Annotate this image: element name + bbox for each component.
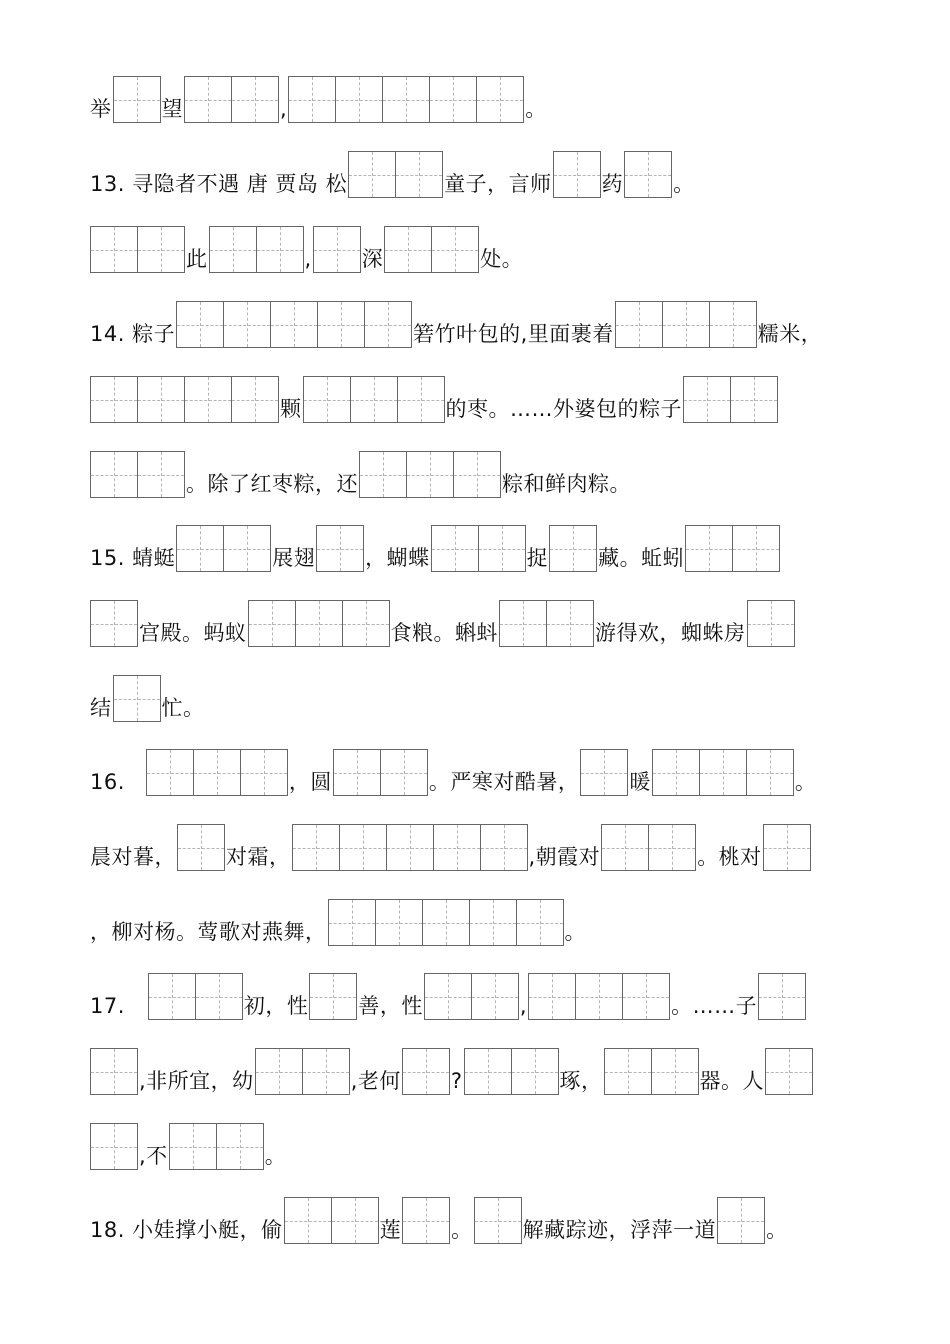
item-15-line-2 (90, 597, 880, 647)
answer-box[interactable] (90, 1048, 138, 1095)
answer-box[interactable] (717, 1197, 765, 1244)
answer-box[interactable] (333, 749, 381, 796)
text: 。严寒对酷暑， (428, 770, 580, 794)
answer-box[interactable] (433, 824, 481, 871)
text: ，蝴蝶 (365, 546, 430, 570)
answer-box[interactable] (240, 749, 288, 796)
item-14-line-2 (90, 373, 880, 423)
answer-box[interactable] (652, 749, 700, 796)
answer-box[interactable] (480, 824, 528, 871)
blank-group (90, 376, 279, 423)
answer-box[interactable] (209, 226, 257, 273)
text: 展翅 (272, 546, 316, 570)
answer-box[interactable] (380, 749, 428, 796)
blank-group (113, 675, 161, 722)
blank-group (601, 824, 696, 871)
blank-group (765, 1048, 813, 1095)
answer-box[interactable] (231, 376, 279, 423)
text: 15. 蜻蜓 (90, 546, 176, 570)
answer-box[interactable] (648, 824, 696, 871)
answer-box[interactable] (580, 749, 628, 796)
answer-box[interactable] (402, 1197, 450, 1244)
answer-box[interactable] (350, 376, 398, 423)
answer-box[interactable] (364, 301, 412, 348)
text: 琢， (559, 1069, 603, 1093)
answer-box[interactable] (223, 525, 271, 572)
text: 糯米， (757, 322, 823, 346)
answer-box[interactable] (292, 824, 340, 871)
text: 13. 寻隐者不遇 唐 贾岛 松 (90, 172, 348, 196)
answer-box[interactable] (499, 600, 547, 647)
text: 宫殿。蚂蚁 (139, 621, 247, 645)
text: 对霜， (226, 845, 291, 869)
text: 16. (90, 770, 125, 794)
text: 颗 (280, 397, 302, 421)
answer-box[interactable] (184, 76, 232, 123)
blank-group (499, 600, 594, 647)
answer-box[interactable] (90, 600, 138, 647)
answer-box[interactable] (317, 301, 365, 348)
answer-box[interactable] (549, 525, 597, 572)
answer-box[interactable] (604, 1048, 652, 1095)
answer-box[interactable] (730, 376, 778, 423)
blank-group (474, 1197, 522, 1244)
text: , (304, 247, 312, 271)
blank-group (717, 1197, 765, 1244)
answer-box[interactable] (402, 1048, 450, 1095)
text: 14. 粽子 (90, 322, 176, 346)
blank-group (604, 1048, 699, 1095)
answer-box[interactable] (622, 973, 670, 1020)
blank-group (580, 749, 628, 796)
answer-box[interactable] (424, 973, 472, 1020)
blank-group (169, 1123, 264, 1170)
answer-box[interactable] (546, 600, 594, 647)
answer-box[interactable] (193, 749, 241, 796)
blank-group (431, 525, 526, 572)
blank-group (615, 301, 757, 348)
blank-group (176, 525, 271, 572)
text: 。 (673, 172, 695, 196)
item-14-line-3 (90, 448, 880, 498)
answer-box[interactable] (328, 899, 376, 946)
answer-box[interactable] (397, 376, 445, 423)
answer-box[interactable] (348, 151, 396, 198)
text: 莲 (379, 1218, 402, 1242)
answer-box[interactable] (339, 824, 387, 871)
answer-box[interactable] (295, 600, 343, 647)
answer-box[interactable] (169, 1123, 217, 1170)
text: ,非所宜，幼 (139, 1069, 254, 1093)
blank-group (624, 151, 672, 198)
answer-box[interactable] (384, 226, 432, 273)
item-17-line-1 (90, 970, 880, 1020)
answer-box[interactable] (331, 1197, 379, 1244)
text: 药 (601, 172, 624, 196)
text: 解藏踪迹，浮萍一道 (522, 1218, 717, 1242)
text: , (280, 97, 288, 121)
text: 。 (766, 1218, 788, 1242)
answer-box[interactable] (469, 899, 517, 946)
item-15-line-3 (90, 672, 880, 722)
answer-box[interactable] (478, 525, 526, 572)
text: 游得欢，蜘蛛房 (595, 621, 746, 645)
answer-box[interactable] (516, 899, 564, 946)
answer-box[interactable] (406, 451, 454, 498)
item-18-line-1 (90, 1194, 880, 1244)
answer-box[interactable] (195, 973, 243, 1020)
blank-group (384, 226, 479, 273)
text: ，柳对杨。莺歌对燕舞， (90, 920, 327, 944)
answer-box[interactable] (615, 301, 663, 348)
blank-group (148, 973, 243, 1020)
answer-box[interactable] (302, 1048, 350, 1095)
text: 忙。 (161, 696, 205, 720)
answer-box[interactable] (763, 824, 811, 871)
text: 善，性 (358, 994, 423, 1018)
text: ? (450, 1069, 463, 1093)
blank-group (292, 824, 528, 871)
blank-group (758, 973, 806, 1020)
answer-box[interactable] (184, 376, 232, 423)
text: 望 (161, 97, 183, 121)
text: 17. (90, 994, 125, 1018)
answer-box[interactable] (216, 1123, 264, 1170)
answer-box[interactable] (90, 451, 138, 498)
answer-box[interactable] (685, 525, 733, 572)
text: 深 (361, 247, 384, 271)
answer-box[interactable] (113, 675, 161, 722)
blank-group (652, 749, 794, 796)
blank-group (248, 600, 390, 647)
answer-box[interactable] (747, 600, 795, 647)
text: 。除了红枣粽，还 (186, 472, 358, 496)
answer-box[interactable] (316, 525, 364, 572)
answer-box[interactable] (335, 76, 383, 123)
answer-box[interactable] (375, 899, 423, 946)
blank-group (177, 824, 225, 871)
text: ,老何 (350, 1069, 401, 1093)
blank-group (176, 301, 412, 348)
answer-box[interactable] (256, 226, 304, 273)
text: 18. 小娃撑小艇，偷 (90, 1218, 283, 1242)
blank-group (90, 226, 185, 273)
answer-box[interactable] (476, 76, 524, 123)
answer-box[interactable] (148, 973, 196, 1020)
answer-box[interactable] (431, 226, 479, 273)
answer-box[interactable] (453, 451, 501, 498)
answer-box[interactable] (90, 376, 138, 423)
answer-box[interactable] (386, 824, 434, 871)
answer-box[interactable] (758, 973, 806, 1020)
blank-group (763, 824, 811, 871)
text: 。桃对 (697, 845, 762, 869)
text: 举 (90, 97, 112, 121)
item-17-line-3 (90, 1120, 880, 1170)
answer-box[interactable] (528, 973, 576, 1020)
blank-group (424, 973, 519, 1020)
answer-box[interactable] (651, 1048, 699, 1095)
blank-group (549, 525, 597, 572)
answer-box[interactable] (709, 301, 757, 348)
text: 童子，言师 (444, 172, 552, 196)
answer-box[interactable] (464, 1048, 512, 1095)
blank-group (348, 151, 443, 198)
answer-box[interactable] (137, 451, 185, 498)
answer-box[interactable] (90, 1123, 138, 1170)
answer-box[interactable] (359, 451, 407, 498)
item-13-line-1 (90, 148, 880, 198)
text: , (519, 994, 528, 1018)
blank-group (402, 1197, 450, 1244)
item-16-line-1 (90, 746, 880, 796)
answer-box[interactable] (511, 1048, 559, 1095)
text: 。 (564, 920, 586, 944)
text: 粽和鲜肉粽。 (502, 472, 631, 496)
text: ,朝霞对 (528, 845, 601, 869)
answer-box[interactable] (429, 76, 477, 123)
blank-group (464, 1048, 559, 1095)
blank-group (303, 376, 445, 423)
text: 晨对暮， (90, 845, 176, 869)
answer-box[interactable] (177, 824, 225, 871)
blank-group (359, 451, 501, 498)
text: 此 (186, 247, 208, 271)
blank-group (90, 451, 185, 498)
text: 初，性 (243, 994, 309, 1018)
answer-box[interactable] (422, 899, 470, 946)
answer-box[interactable] (231, 76, 279, 123)
answer-box[interactable] (624, 151, 672, 198)
answer-box[interactable] (303, 376, 351, 423)
answer-box[interactable] (431, 525, 479, 572)
blank-group (90, 1123, 138, 1170)
answer-box[interactable] (601, 824, 649, 871)
item-13-line-2 (90, 223, 880, 273)
blank-group (309, 973, 357, 1020)
answer-box[interactable] (270, 301, 318, 348)
answer-box[interactable] (395, 151, 443, 198)
text: 。 (794, 770, 817, 794)
text: 暖 (629, 770, 651, 794)
blank-group (553, 151, 601, 198)
blank-group (747, 600, 795, 647)
blank-group (288, 76, 524, 123)
item-14-line-1 (90, 298, 880, 348)
text: 。……子 (671, 994, 758, 1018)
text: 器。人 (699, 1069, 765, 1093)
blank-group (685, 525, 780, 572)
blank-group (90, 1048, 138, 1095)
text: 的枣。……外婆包的粽子 (445, 397, 682, 421)
answer-box[interactable] (137, 376, 185, 423)
answer-box[interactable] (176, 301, 224, 348)
answer-box[interactable] (765, 1048, 813, 1095)
answer-box[interactable] (309, 973, 357, 1020)
answer-box[interactable] (732, 525, 780, 572)
item-17-line-2 (90, 1045, 880, 1095)
answer-box[interactable] (284, 1197, 332, 1244)
blank-group (683, 376, 778, 423)
blank-group (113, 76, 161, 123)
answer-box[interactable] (255, 1048, 303, 1095)
item-16-line-3 (90, 896, 880, 946)
answer-box[interactable] (223, 301, 271, 348)
answer-box[interactable] (699, 749, 747, 796)
blank-group (284, 1197, 379, 1244)
text: 结 (90, 696, 112, 720)
answer-box[interactable] (90, 226, 138, 273)
text: 处。 (480, 247, 524, 271)
blank-group (255, 1048, 350, 1095)
answer-box[interactable] (382, 76, 430, 123)
text: 藏。蚯蚓 (598, 546, 685, 570)
blank-group (90, 600, 138, 647)
text: 箬竹叶包的,里面裹着 (413, 322, 614, 346)
item-15-line-1 (90, 522, 880, 572)
answer-box[interactable] (248, 600, 296, 647)
text: ,不 (139, 1144, 168, 1168)
answer-box[interactable] (313, 226, 361, 273)
answer-box[interactable] (474, 1197, 522, 1244)
answer-box[interactable] (146, 749, 194, 796)
blank-group (528, 973, 670, 1020)
answer-box[interactable] (683, 376, 731, 423)
blank-group (333, 749, 428, 796)
answer-box[interactable] (471, 973, 519, 1020)
text: 。 (264, 1144, 287, 1168)
item-16-line-2 (90, 821, 880, 871)
blank-group (402, 1048, 450, 1095)
answer-box[interactable] (575, 973, 623, 1020)
answer-box[interactable] (113, 76, 161, 123)
answer-box[interactable] (137, 226, 185, 273)
item-12-line-1 (90, 73, 880, 123)
text: 。 (451, 1218, 473, 1242)
blank-group (313, 226, 361, 273)
answer-box[interactable] (288, 76, 336, 123)
blank-group (184, 76, 279, 123)
text: 捉 (526, 546, 549, 570)
blank-group (146, 749, 288, 796)
text: 。 (525, 97, 547, 121)
blank-group (328, 899, 564, 946)
text: 食粮。蝌蚪 (390, 621, 498, 645)
answer-box[interactable] (746, 749, 794, 796)
answer-box[interactable] (662, 301, 710, 348)
answer-box[interactable] (176, 525, 224, 572)
answer-box[interactable] (553, 151, 601, 198)
blank-group (209, 226, 304, 273)
blank-group (316, 525, 364, 572)
answer-box[interactable] (342, 600, 390, 647)
text: ，圆 (288, 770, 332, 794)
